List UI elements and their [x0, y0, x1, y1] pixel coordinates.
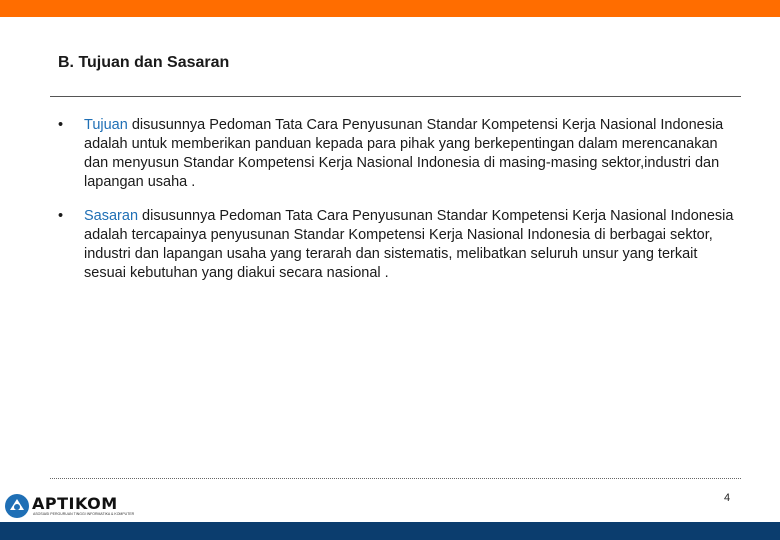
bullet-keyword: Sasaran — [84, 208, 139, 224]
bullet-item-sasaran — [58, 207, 738, 283]
bullet-item-tujuan — [58, 116, 738, 192]
aptikom-logo — [4, 493, 134, 519]
bullet-list — [58, 116, 738, 298]
top-accent-bar — [0, 0, 780, 17]
bullet-keyword: Tujuan — [84, 117, 128, 133]
bottom-accent-bar — [0, 522, 780, 540]
title-divider — [50, 96, 741, 97]
logo-tagline: ASOSIASI PERGURUAN TINGGI INFORMATIKA & KOMPUTER — [33, 512, 135, 516]
bullet-marker: • — [58, 117, 64, 133]
slide-title: B. Tujuan dan Sasaran — [58, 54, 230, 71]
footer-divider — [50, 478, 741, 479]
bullet-marker: • — [58, 208, 64, 224]
bullet-text: disusunnya Pedoman Tata Cara Penyusunan Standar Kompetensi Kerja Nasional Indonesia adalah untuk memberikan panduan kepada para pihak yang berkepentingan dalam merencanakan dan menyusun Standar Kompetensi Kerja Nasional Indonesia di masing-masing sektor,industri dan lapangan usaha . — [84, 117, 724, 190]
aptikom-logo-icon — [4, 493, 30, 519]
bullet-text: disusunnya Pedoman Tata Cara Penyusunan Standar Kompetensi Kerja Nasional Indonesia adalah tercapainya penyusunan Standar Kompetensi Kerja Nasional Indonesia di berbagai sektor, industri dan lapangan usaha yang terarah dan sistematis, melibatkan seluruh unsur yang terkait sesuai kebutuhan yang diakui secara nasional . — [84, 208, 734, 281]
logo-wordmark: APTIKOM — [32, 494, 118, 513]
page-number: 4 — [724, 492, 731, 504]
